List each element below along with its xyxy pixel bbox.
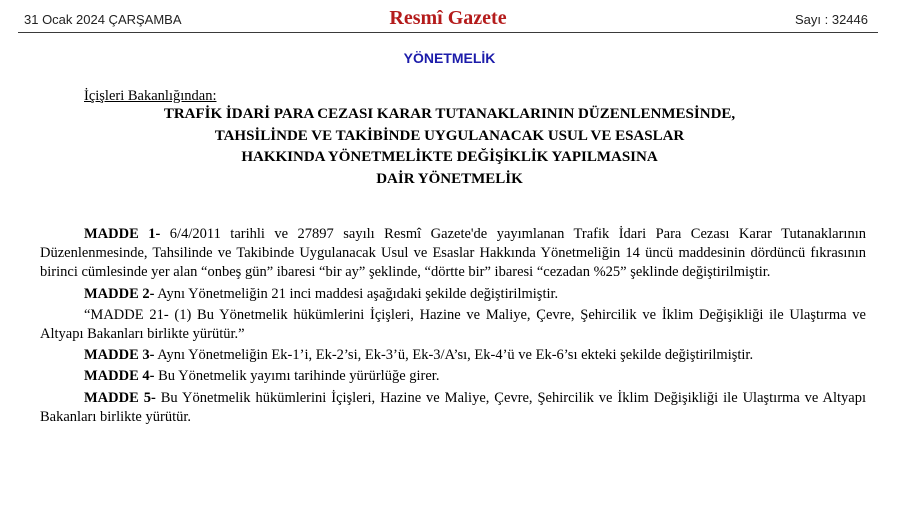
article-label: MADDE 2-: [84, 285, 155, 302]
section-heading: YÖNETMELİK: [403, 50, 496, 66]
article-1: [40, 225, 866, 283]
article-label: MADDE 3-: [84, 347, 155, 364]
article-text: “MADDE 21- (1) Bu Yönetmelik hükümlerini İçişleri, Hazine ve Maliye, Çevre, Şehircilik ve İklim Değişikliği ile Ulaştırma ve Altyapı Bakanları birlikte yürütür.”: [40, 306, 866, 343]
regulation-title-line: TAHSİLİNDE VE TAKİBİNDE UYGULANACAK USUL VE ESASLAR: [214, 127, 685, 144]
regulation-title-line: TRAFİK İDARİ PARA CEZASI KARAR TUTANAKLARININ DÜZENLENMESİNDE,: [163, 106, 736, 122]
ministry-name: İçişleri Bakanlığından:: [84, 88, 217, 104]
issue-number: Sayı : 32446: [795, 12, 868, 27]
article-text: 6/4/2011 tarihli ve 27897 sayılı Resmî Gazete'de yayımlanan Trafik İdari Para Cezası Karar Tutanaklarının Düzenlenmesinde, Tahsilinde ve Takibinde Uygulanacak Usul ve Esaslar Hakkında Yönetmeliğin 14 üncü maddesinin dördüncü fıkrasının birinci cümlesinde yer alan “onbeş gün” ibaresi “bir ay” şeklinde, “dörtte bir” ibaresi “cezadan %25” şeklinde değiştirilmiştir.: [40, 226, 866, 281]
article-text: Bu Yönetmelik yayımı tarihinde yürürlüğe girer.: [154, 368, 440, 385]
article-text: Bu Yönetmelik hükümlerini İçişleri, Hazine ve Maliye, Çevre, Şehircilik ve İklim Değişikliği ile Ulaştırma ve Altyapı Bakanları birlikte yürütür.: [40, 389, 866, 425]
regulation-body: [40, 225, 866, 429]
gazette-header: [18, 6, 878, 33]
article-label: MADDE 1-: [84, 226, 161, 242]
article-21-quote: [40, 306, 866, 344]
article-4: [40, 367, 866, 386]
article-text: Aynı Yönetmeliğin Ek-1’i, Ek-2’si, Ek-3’ü, Ek-3/A’sı, Ek-4’ü ve Ek-6’sı ekteki şekilde değiştirilmiştir.: [154, 347, 754, 364]
regulation-title-line: HAKKINDA YÖNETMELİKTE DEĞİŞİKLİK YAPILMASINA: [241, 149, 658, 165]
article-label: MADDE 5-: [84, 389, 156, 406]
article-2: [40, 285, 866, 304]
gazette-title: Resmî Gazete: [389, 7, 507, 29]
publication-date: 31 Ocak 2024 ÇARŞAMBA: [24, 12, 182, 27]
article-3: [40, 346, 866, 365]
regulation-title: [40, 104, 859, 190]
article-label: MADDE 4-: [84, 368, 155, 385]
article-5: [40, 389, 866, 427]
article-text: Aynı Yönetmeliğin 21 inci maddesi aşağıdaki şekilde değiştirilmiştir.: [154, 285, 559, 302]
regulation-title-line: DAİR YÖNETMELİK: [376, 170, 523, 187]
